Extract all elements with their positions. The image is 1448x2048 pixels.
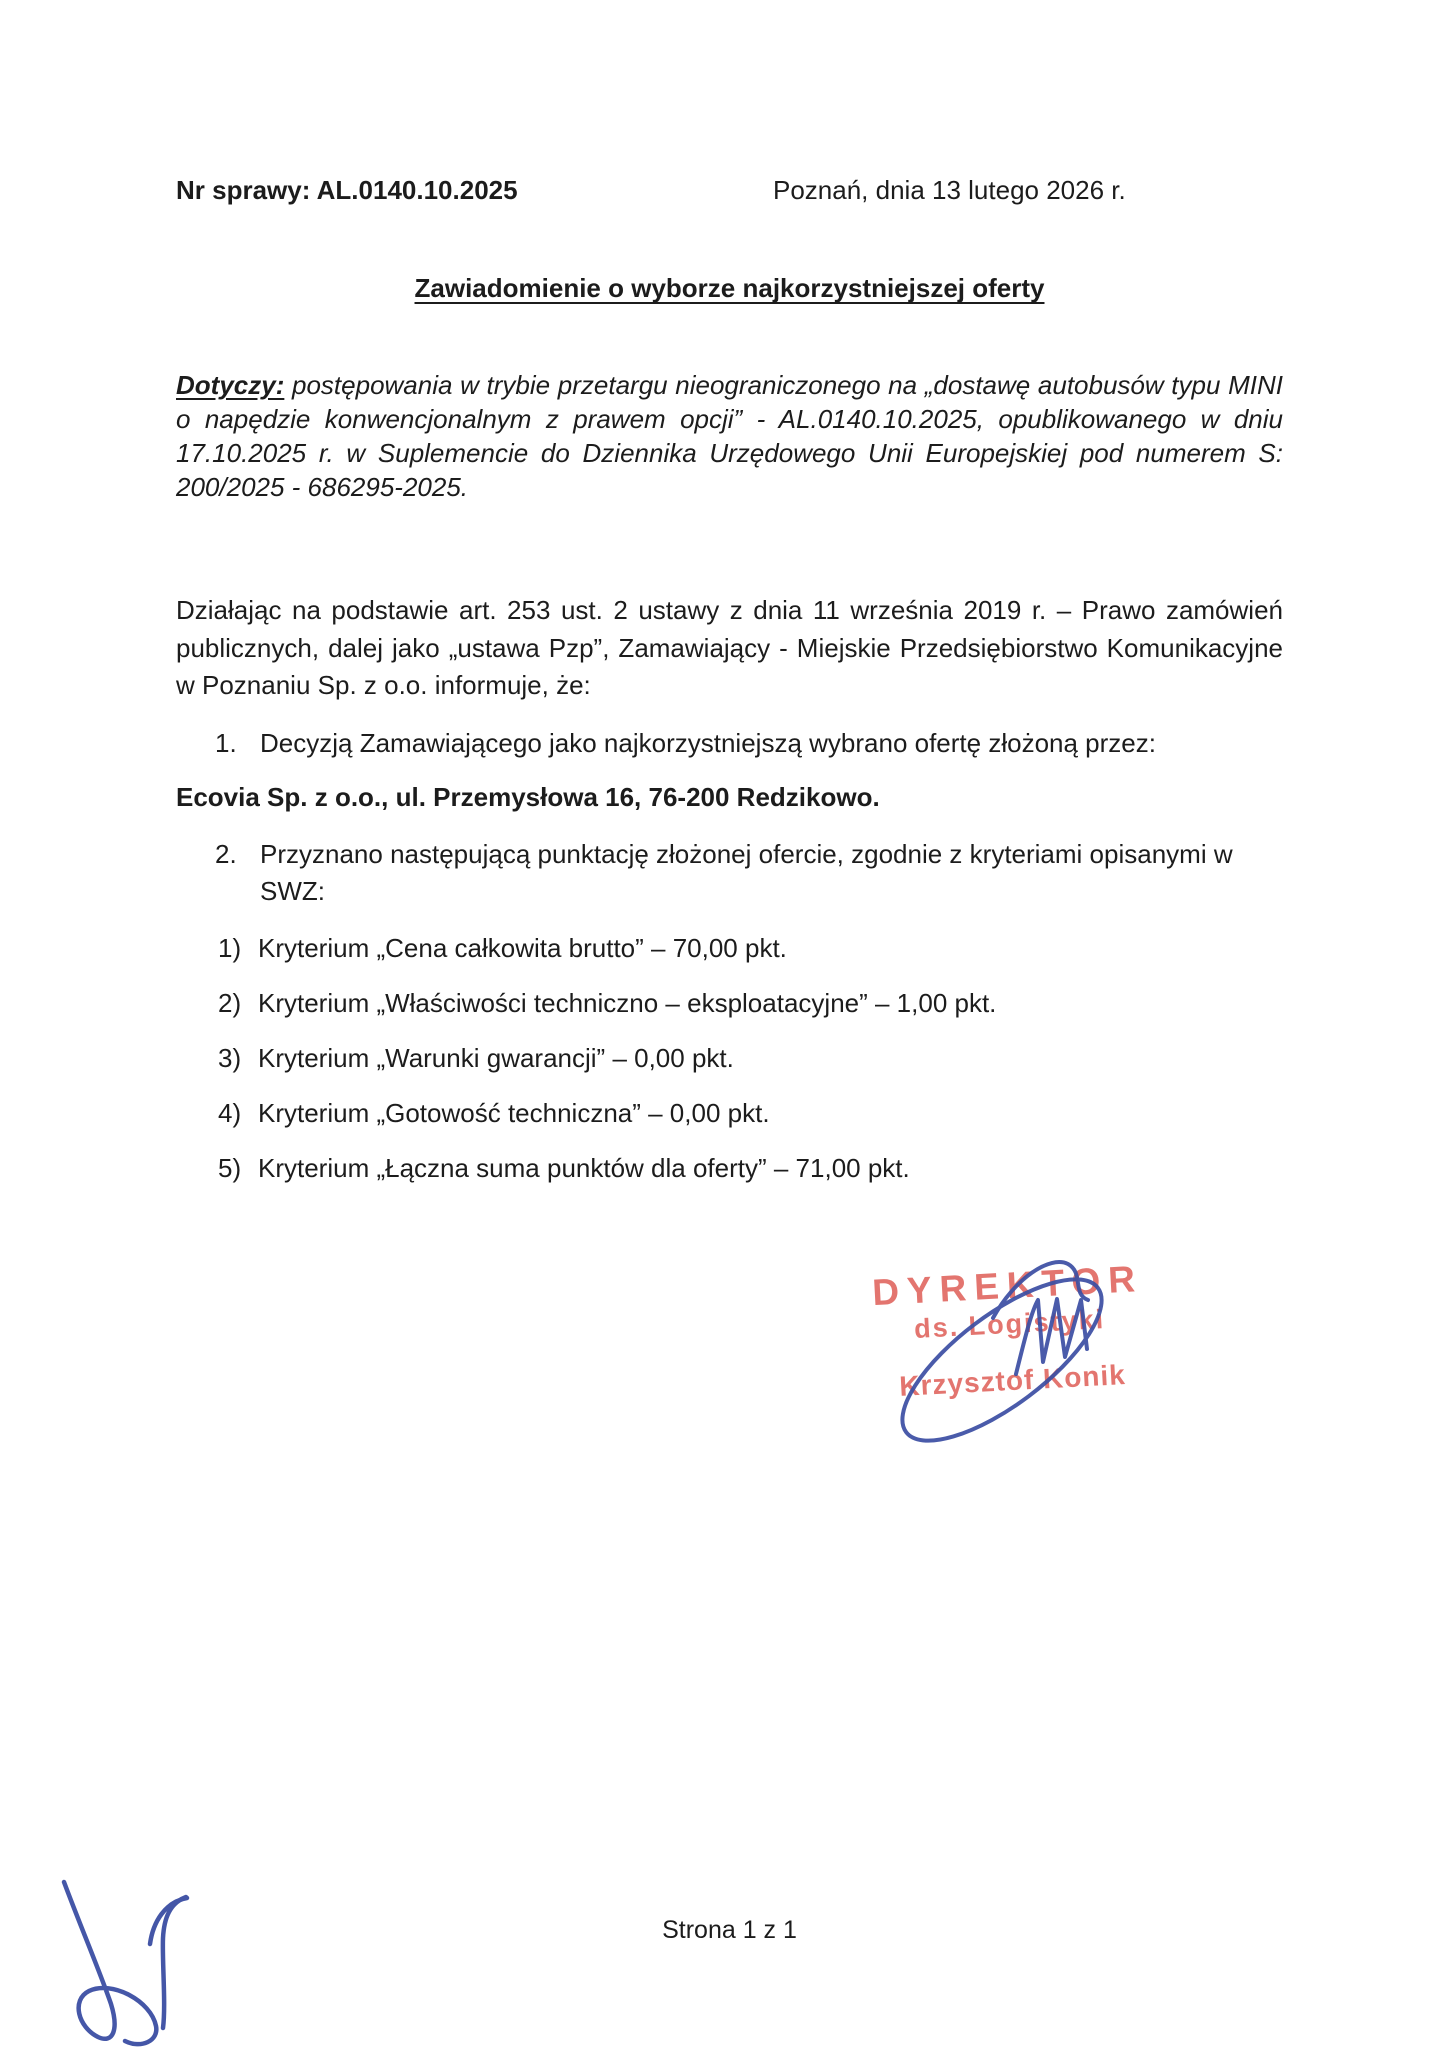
- paraph-signature: [40, 1870, 220, 2048]
- criterion-row: [176, 930, 1283, 967]
- stamp-title: DYREKTOR: [871, 1258, 1144, 1314]
- criterion-3-marker: 3): [218, 1042, 242, 1073]
- page-title: Zawiadomienie o wyborze najkorzystniejszej oferty: [414, 273, 1045, 303]
- document-header: [176, 172, 1283, 209]
- list-item-2-text: Przyznano następującą punktację złożonej ofercie, zgodnie z kryteriami opisanymi w SWZ:: [260, 838, 1233, 906]
- list-item-2: [176, 836, 1283, 910]
- criterion-5-marker: 5): [218, 1152, 242, 1183]
- winner-line: Ecovia Sp. z o.o., ul. Przemysłowa 16, 76-200 Redzikowo.: [176, 781, 880, 812]
- criterion-row: [176, 1040, 1283, 1077]
- director-stamp: [842, 1257, 1178, 1405]
- criterion-2-marker: 2): [218, 987, 242, 1018]
- stamp-subtitle: ds. Logistyki: [913, 1303, 1106, 1344]
- criterion-1-marker: 1): [218, 932, 242, 963]
- place-and-date: Poznań, dnia 13 lutego 2026 r.: [773, 175, 1126, 205]
- intro-paragraph: Działając na podstawie art. 253 ust. 2 ustawy z dnia 11 września 2019 r. – Prawo zamówień publicznych, dalej jako „ustawa Pzp”, Zamawiający - Miejskie Przedsiębiorstwo Komunikacyjne w Poznaniu Sp. z o.o. informuje, że:: [176, 595, 1283, 700]
- list-item-1-marker: 1.: [215, 727, 237, 758]
- criterion-5-text: Kryterium „Łączna suma punktów dla oferty” – 71,00 pkt.: [258, 1152, 910, 1183]
- subject-label: Dotyczy:: [176, 370, 285, 400]
- criterion-row: [176, 985, 1283, 1022]
- criterion-3-text: Kryterium „Warunki gwarancji” – 0,00 pkt.: [258, 1042, 734, 1073]
- page-number: Strona 1 z 1: [662, 1916, 797, 1944]
- subject-text: postępowania w trybie przetargu nieograniczonego na „dostawę autobusów typu MINI o napędzie konwencjonalnym z prawem opcji” - AL.0140.10.2025, opublikowanego w dniu 17.10.2025 r. w Suplemencie do Dziennika Urzędowego Unii Europejskiej pod numerem S: 200/2025 - 686295-2025.: [176, 370, 1283, 502]
- subject-paragraph: [176, 368, 1283, 504]
- criterion-4-marker: 4): [218, 1097, 242, 1128]
- stamp-name: Krzysztof Konik: [898, 1359, 1127, 1403]
- case-number: Nr sprawy: AL.0140.10.2025: [176, 175, 518, 205]
- criterion-row: [176, 1095, 1283, 1132]
- criterion-2-text: Kryterium „Właściwości techniczno – eksploatacyjne” – 1,00 pkt.: [258, 987, 997, 1018]
- list-item-1-text: Decyzją Zamawiającego jako najkorzystniejszą wybrano ofertę złożoną przez:: [260, 727, 1156, 758]
- list-item-2-marker: 2.: [215, 838, 237, 869]
- criterion-row: [176, 1150, 1283, 1187]
- criterion-4-text: Kryterium „Gotowość techniczna” – 0,00 pkt.: [258, 1097, 770, 1128]
- list-item-1: [176, 725, 1283, 762]
- criterion-1-text: Kryterium „Cena całkowita brutto” – 70,00 pkt.: [258, 932, 787, 963]
- document-body: [176, 172, 1283, 1187]
